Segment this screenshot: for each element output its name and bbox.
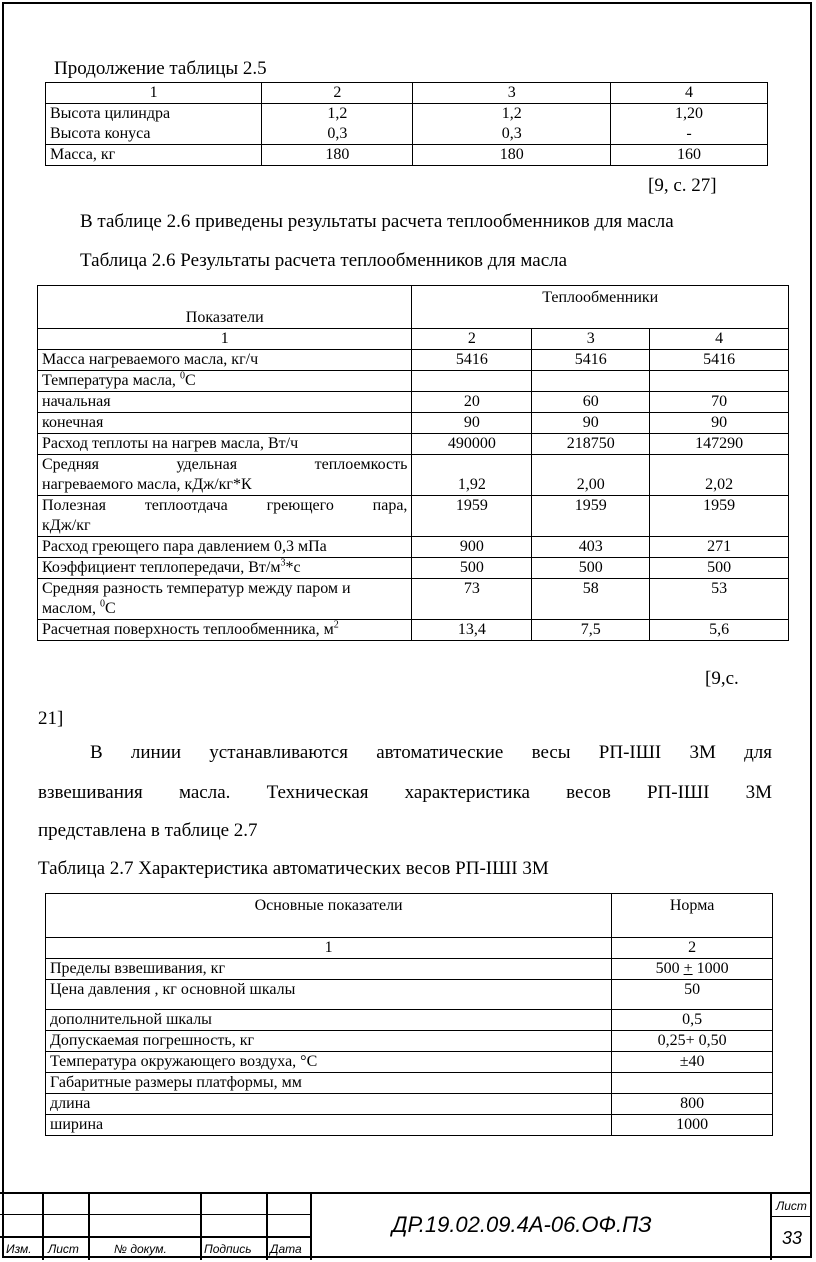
source-reference: [9, с. 27] <box>648 175 717 196</box>
table-header-cell: 3 <box>532 329 650 350</box>
table-cell <box>46 104 262 145</box>
table-header-cell: 4 <box>650 329 789 350</box>
table-cell: 90 <box>532 413 650 434</box>
table-header-cell: 4 <box>611 83 768 104</box>
paragraph-line: В линии устанавливаются автоматические весы РП-IШI 3М для <box>90 742 772 763</box>
stamp-label-date: Дата <box>270 1242 302 1256</box>
table-cell: Цена давления , кг основной шкалы <box>46 980 612 1010</box>
table-cell <box>38 620 412 641</box>
table-cell: 1959 <box>532 496 650 537</box>
row-label: нагреваемого масла, кДж/кг*К <box>42 476 252 493</box>
table-cell: Пределы взвешивания, кг <box>46 959 612 980</box>
table-cell: 73 <box>412 579 532 620</box>
stamp-label-doc: № докум. <box>114 1242 167 1256</box>
table-cell <box>38 455 412 496</box>
table-row <box>38 455 789 496</box>
table-row <box>46 1031 773 1052</box>
title-block <box>0 1192 812 1260</box>
cell-value: 500 <box>655 960 684 977</box>
paragraph-line: представлена в таблице 2.7 <box>38 820 258 841</box>
cell-value: 1,20 <box>675 105 703 122</box>
table-row <box>46 938 773 959</box>
table-cell: 500 <box>412 558 532 579</box>
row-label: Средняя удельная теплоемкость <box>42 456 408 473</box>
table-row <box>38 286 789 329</box>
table-header-cell: 1 <box>38 329 412 350</box>
row-label: Высота конуса <box>50 125 151 142</box>
superscript: 2 <box>333 619 339 631</box>
table-cell: 0,5 <box>612 1010 773 1031</box>
table-row <box>46 980 773 1010</box>
table-cell: 490000 <box>412 434 532 455</box>
table-2-5 <box>45 82 768 166</box>
table-cell: 147290 <box>650 434 789 455</box>
table-cell: 0,25+ 0,50 <box>612 1031 773 1052</box>
cell-value: 1,2 <box>501 105 522 122</box>
row-label: Высота цилиндра <box>50 105 171 122</box>
table-cell: дополнительной шкалы <box>46 1010 612 1031</box>
table-cell: 900 <box>412 537 532 558</box>
table-cell <box>532 371 650 392</box>
table-header-cell: 2 <box>412 329 532 350</box>
row-label: Средняя разность температур между паром и <box>42 580 351 597</box>
stamp-row-line <box>0 1236 310 1238</box>
table-cell: 5416 <box>532 350 650 371</box>
table-cell <box>612 1073 773 1094</box>
table-header-cell: 3 <box>413 83 611 104</box>
table-cell: 160 <box>611 145 768 166</box>
table-cell: 5416 <box>650 350 789 371</box>
table-cell: 20 <box>412 392 532 413</box>
table-cell: 50 <box>612 980 773 1010</box>
table-cell: 90 <box>650 413 789 434</box>
stamp-divider <box>42 1194 44 1260</box>
table-row <box>38 579 789 620</box>
table-row <box>46 104 768 145</box>
cell-value: 1,2 <box>327 105 348 122</box>
sheet-number: 33 <box>782 1228 803 1248</box>
table-cell: 5,6 <box>650 620 789 641</box>
table-cell: 2,00 <box>532 455 650 496</box>
stamp-divider <box>770 1194 772 1260</box>
document-number: ДР.19.02.09.4А-06.ОФ.ПЗ <box>392 1212 652 1237</box>
table-cell: 70 <box>650 392 789 413</box>
stamp-label-signature: Подпись <box>204 1242 252 1256</box>
paragraph-line: взвешивания масла. Техническая характеристика весов РП-IШI 3М <box>38 782 772 803</box>
table-header-cell: Теплообменники <box>412 286 789 329</box>
table-2-7-caption: Таблица 2.7 Характеристика автоматических весов РП-IШI 3М <box>38 858 549 879</box>
stamp-divider <box>200 1194 202 1260</box>
table-row <box>38 413 789 434</box>
row-label: Расчетная поверхность теплообменника, м <box>42 621 334 638</box>
table-cell <box>262 104 413 145</box>
table-row <box>38 620 789 641</box>
table-cell: Масса, кг <box>46 145 262 166</box>
row-label: Полезная теплоотдача греющего пара, <box>42 497 408 514</box>
table-cell: начальная <box>38 392 412 413</box>
stamp-divider <box>266 1194 268 1260</box>
stamp-label-sheet: Лист <box>48 1242 79 1256</box>
table-header-cell: 1 <box>46 83 262 104</box>
table-row <box>46 1115 773 1136</box>
row-label: С <box>184 372 196 389</box>
sheet-label: Лист <box>776 1199 807 1213</box>
table-header-cell: 2 <box>262 83 413 104</box>
table-cell: 218750 <box>532 434 650 455</box>
table-cell: ширина <box>46 1115 612 1136</box>
stamp-row-line <box>0 1214 310 1215</box>
table-cell <box>412 371 532 392</box>
superscript: 0 <box>100 598 106 610</box>
table-row <box>46 894 773 938</box>
table-row <box>38 537 789 558</box>
table-cell <box>650 371 789 392</box>
table-row <box>46 1010 773 1031</box>
table-cell: 180 <box>413 145 611 166</box>
table-header-cell: Основные показатели <box>46 894 612 938</box>
row-label: С <box>105 600 116 617</box>
table-cell: 403 <box>532 537 650 558</box>
row-label: кДж/кг <box>42 517 91 534</box>
table-cell <box>38 371 412 392</box>
table-row <box>38 496 789 537</box>
table-cell: 1959 <box>412 496 532 537</box>
table-row <box>38 558 789 579</box>
stamp-row-line <box>770 1216 812 1217</box>
table-cell: 53 <box>650 579 789 620</box>
stamp-divider <box>88 1194 90 1260</box>
table-cell: 2,02 <box>650 455 789 496</box>
table-cell: 180 <box>262 145 413 166</box>
table-row <box>38 329 789 350</box>
table-cell: Расход теплоты на нагрев масла, Вт/ч <box>38 434 412 455</box>
table-cell: 58 <box>532 579 650 620</box>
table-cell <box>611 104 768 145</box>
row-label: Коэффициент теплопередачи, Вт/м <box>42 559 281 576</box>
superscript: 0 <box>179 370 185 382</box>
table-2-6-caption: Таблица 2.6 Результаты расчета теплообменников для масла <box>80 250 568 271</box>
table-header-cell: Норма <box>612 894 773 938</box>
table-row <box>46 83 768 104</box>
table-2-5-caption: Продолжение таблицы 2.5 <box>54 58 267 79</box>
intro-text: В таблице 2.6 приведены результаты расчета теплообменников для масла <box>80 211 674 232</box>
table-cell: Расход греющего пара давлением 0,3 мПа <box>38 537 412 558</box>
table-cell <box>38 558 412 579</box>
table-2-6 <box>37 285 789 641</box>
table-cell: 13,4 <box>412 620 532 641</box>
table-row <box>38 392 789 413</box>
table-cell: 90 <box>412 413 532 434</box>
table-cell: конечная <box>38 413 412 434</box>
table-cell: 1,92 <box>412 455 532 496</box>
table-cell: 1959 <box>650 496 789 537</box>
table-cell: 5416 <box>412 350 532 371</box>
table-cell: длина <box>46 1094 612 1115</box>
cell-value: 0,3 <box>501 125 522 142</box>
cell-value: 1000 <box>692 960 729 977</box>
table-row <box>38 371 789 392</box>
table-cell <box>38 496 412 537</box>
row-label: маслом, <box>42 600 101 617</box>
table-cell: Допускаемая погрешность, кг <box>46 1031 612 1052</box>
stamp-label-change: Изм. <box>6 1242 32 1256</box>
table-row <box>46 1073 773 1094</box>
table-cell: 271 <box>650 537 789 558</box>
table-row <box>46 1094 773 1115</box>
table-header-cell: Показатели <box>38 286 412 329</box>
table-cell: 1000 <box>612 1115 773 1136</box>
table-cell <box>612 959 773 980</box>
table-cell: Масса нагреваемого масла, кг/ч <box>38 350 412 371</box>
row-label: *с <box>285 559 301 576</box>
cell-value: 0,3 <box>327 125 348 142</box>
table-cell: 500 <box>532 558 650 579</box>
table-cell: 7,5 <box>532 620 650 641</box>
table-header-cell: 1 <box>46 938 612 959</box>
table-cell: 60 <box>532 392 650 413</box>
source-reference: 21] <box>38 708 64 729</box>
table-2-7 <box>45 893 773 1136</box>
table-cell: 800 <box>612 1094 773 1115</box>
stamp-divider <box>310 1194 312 1260</box>
cell-value: - <box>686 125 692 142</box>
table-header-cell: 2 <box>612 938 773 959</box>
table-cell: Температура окружающего воздуха, °С <box>46 1052 612 1073</box>
table-row <box>46 959 773 980</box>
source-reference: [9,с. <box>705 668 739 689</box>
table-cell: 500 <box>650 558 789 579</box>
table-row <box>38 434 789 455</box>
cell-value: + <box>683 960 693 977</box>
table-cell <box>413 104 611 145</box>
table-row <box>46 145 768 166</box>
table-cell: Габаритные размеры платформы, мм <box>46 1073 612 1094</box>
table-row <box>38 350 789 371</box>
superscript: 3 <box>280 557 286 569</box>
row-label: Температура масла, <box>42 372 180 389</box>
table-cell <box>38 579 412 620</box>
table-row <box>46 1052 773 1073</box>
table-cell: ±40 <box>612 1052 773 1073</box>
